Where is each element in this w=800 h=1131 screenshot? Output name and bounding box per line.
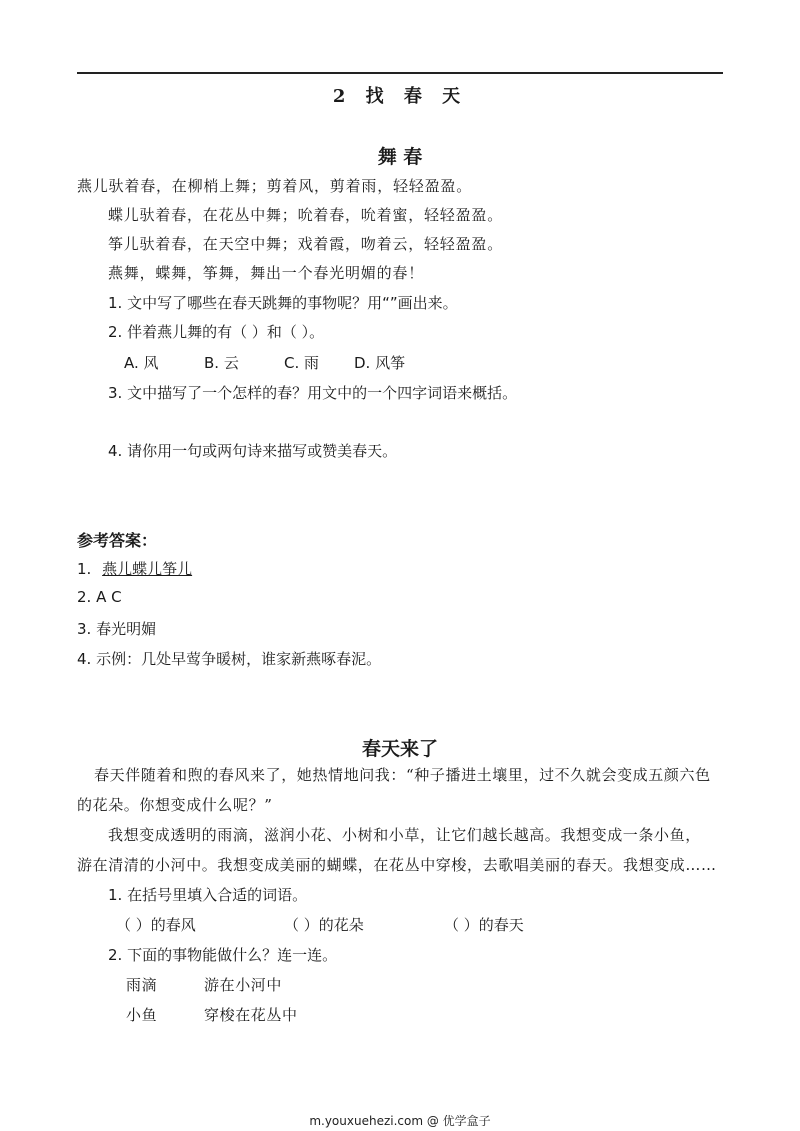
header-rule bbox=[77, 72, 723, 74]
paragraph-2-line-2: 游在清清的小河中。我想变成美丽的蝴蝶，在花丛中穿梭，去歌唱美丽的春天。我想变成…… bbox=[77, 856, 717, 874]
match-left-1: 雨滴 bbox=[126, 976, 158, 994]
answer-1-number: 1. bbox=[77, 560, 92, 578]
option-c: C. 雨 bbox=[284, 354, 320, 372]
option-a: A. 风 bbox=[124, 354, 159, 372]
question-2: 2. 伴着燕儿舞的有（ ）和（ ）。 bbox=[108, 323, 325, 341]
match-right-1: 游在小河中 bbox=[204, 976, 283, 994]
poem-line-3: 筝儿驮着春，在天空中舞；戏着霞，吻着云，轻轻盈盈。 bbox=[108, 235, 504, 253]
poem-line-1: 燕儿驮着春，在柳梢上舞；剪着风，剪着雨，轻轻盈盈。 bbox=[77, 177, 473, 195]
answer-2: 2. A C bbox=[77, 588, 122, 606]
section2-heading: 春天来了 bbox=[361, 738, 438, 760]
match-left-2: 小鱼 bbox=[126, 1006, 158, 1024]
footer-watermark: m.youxuehezi.com @ 优学盒子 bbox=[309, 1114, 491, 1128]
page-title: 2 找 春 天 bbox=[332, 86, 468, 107]
paragraph-1-line-1: 春天伴随着和煦的春风来了，她热情地问我：“种子播进土壤里，过不久就会变成五颜六色 bbox=[94, 766, 711, 784]
answer-1-text: 燕儿蝶儿筝儿 bbox=[102, 560, 193, 578]
match-right-2: 穿梭在花丛中 bbox=[204, 1006, 298, 1024]
question-3: 3. 文中描写了一个怎样的春？用文中的一个四字词语来概括。 bbox=[108, 384, 518, 402]
section2-question-1: 1. 在括号里填入合适的词语。 bbox=[108, 886, 308, 904]
blank-2: （ ）的花朵 bbox=[284, 916, 364, 934]
question-1: 1. 文中写了哪些在春天跳舞的事物呢？用“”画出来。 bbox=[108, 294, 458, 312]
section2-question-2: 2. 下面的事物能做什么？连一连。 bbox=[108, 946, 338, 964]
blank-3: （ ）的春天 bbox=[444, 916, 524, 934]
section1-heading: 舞 春 bbox=[377, 146, 423, 168]
option-d: D. 风筝 bbox=[354, 354, 406, 372]
answers-heading: 参考答案： bbox=[77, 531, 158, 550]
answer-4: 4. 示例：几处早莺争暖树，谁家新燕啄春泥。 bbox=[77, 650, 382, 668]
question-4: 4. 请你用一句或两句诗来描写或赞美春天。 bbox=[108, 442, 398, 460]
answer-1 bbox=[77, 558, 192, 579]
paragraph-1-line-2: 的花朵。你想变成什么呢？” bbox=[77, 796, 273, 814]
option-b: B. 云 bbox=[204, 354, 239, 372]
blank-1: （ ）的春风 bbox=[116, 916, 196, 934]
poem-line-2: 蝶儿驮着春，在花丛中舞；吮着春，吮着蜜，轻轻盈盈。 bbox=[108, 206, 504, 224]
answer-3: 3. 春光明媚 bbox=[77, 620, 157, 638]
paragraph-2-line-1: 我想变成透明的雨滴，滋润小花、小树和小草，让它们越长越高。我想变成一条小鱼， bbox=[108, 826, 701, 844]
poem-line-4: 燕舞，蝶舞，筝舞，舞出一个春光明媚的春！ bbox=[108, 264, 425, 282]
